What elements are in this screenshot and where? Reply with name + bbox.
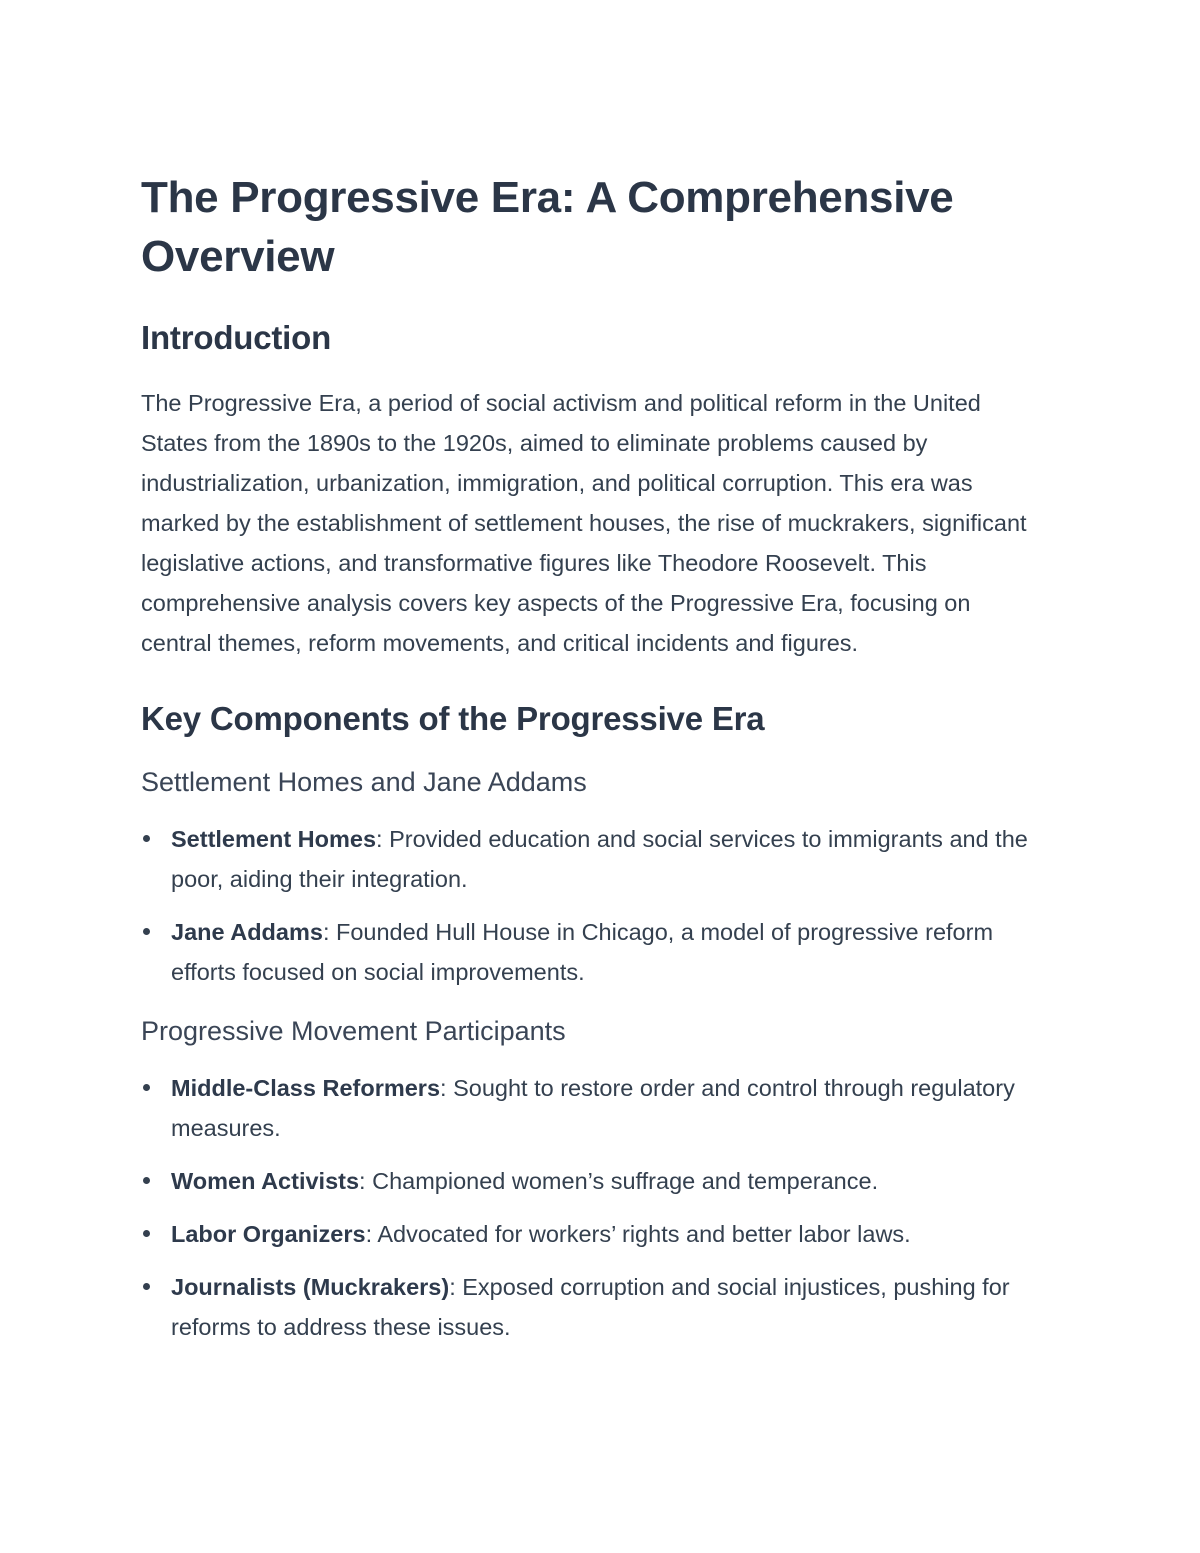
list-item-term: Settlement Homes	[171, 826, 377, 852]
list-item-description: : Provided education and social services to immigrants and the poor, aiding their integration.	[171, 826, 1028, 892]
subsection-heading-participants: Progressive Movement Participants	[141, 1016, 566, 1046]
bullet-icon	[143, 1177, 150, 1184]
list-item-term: Middle-Class Reformers	[171, 1075, 441, 1101]
list-item-term: Women Activists	[171, 1168, 360, 1194]
list-item	[141, 1214, 1051, 1254]
list-item-description: : Founded Hull House in Chicago, a model of progressive reform efforts focused on social improvements.	[171, 919, 994, 985]
list-item	[141, 1068, 1051, 1148]
document-page	[141, 168, 1051, 1360]
bullet-icon	[143, 1084, 150, 1091]
bullet-icon	[143, 1230, 150, 1237]
document-title: The Progressive Era: A Comprehensive Overview	[141, 173, 954, 281]
bullet-icon	[143, 1283, 150, 1290]
subsection-heading-settlement: Settlement Homes and Jane Addams	[141, 767, 587, 797]
introduction-paragraph: The Progressive Era, a period of social activism and political reform in the United States from the 1890s to the 1920s, aimed to eliminate problems caused by industrialization, urbanization, immigration, and political corruption. This era was marked by the establishment of settlement houses, the rise of muckrakers, significant legislative actions, and transformative figures like Theodore Roosevelt. This comprehensive analysis covers key aspects of the Progressive Era, focusing on central themes, reform movements, and critical incidents and figures.	[141, 390, 1027, 656]
list-item	[141, 819, 1051, 899]
bullet-icon	[143, 835, 150, 842]
list-item-description: : Advocated for workers’ rights and better labor laws.	[365, 1221, 911, 1247]
list-item-term: Journalists (Muckrakers)	[171, 1274, 450, 1300]
list-item	[141, 1161, 1051, 1201]
settlement-list	[141, 819, 1051, 992]
participants-list	[141, 1068, 1051, 1347]
section-heading-introduction: Introduction	[141, 319, 332, 356]
list-item-term: Jane Addams	[171, 919, 323, 945]
list-item-description: : Exposed corruption and social injustices, pushing for reforms to address these issues.	[171, 1274, 1010, 1340]
section-heading-key-components: Key Components of the Progressive Era	[141, 700, 765, 737]
list-item-term: Labor Organizers	[171, 1221, 366, 1247]
bullet-icon	[143, 928, 150, 935]
list-item-description: : Championed women’s suffrage and temperance.	[359, 1168, 879, 1194]
list-item	[141, 912, 1051, 992]
list-item-description: : Sought to restore order and control through regulatory measures.	[171, 1075, 1015, 1141]
list-item	[141, 1267, 1051, 1347]
